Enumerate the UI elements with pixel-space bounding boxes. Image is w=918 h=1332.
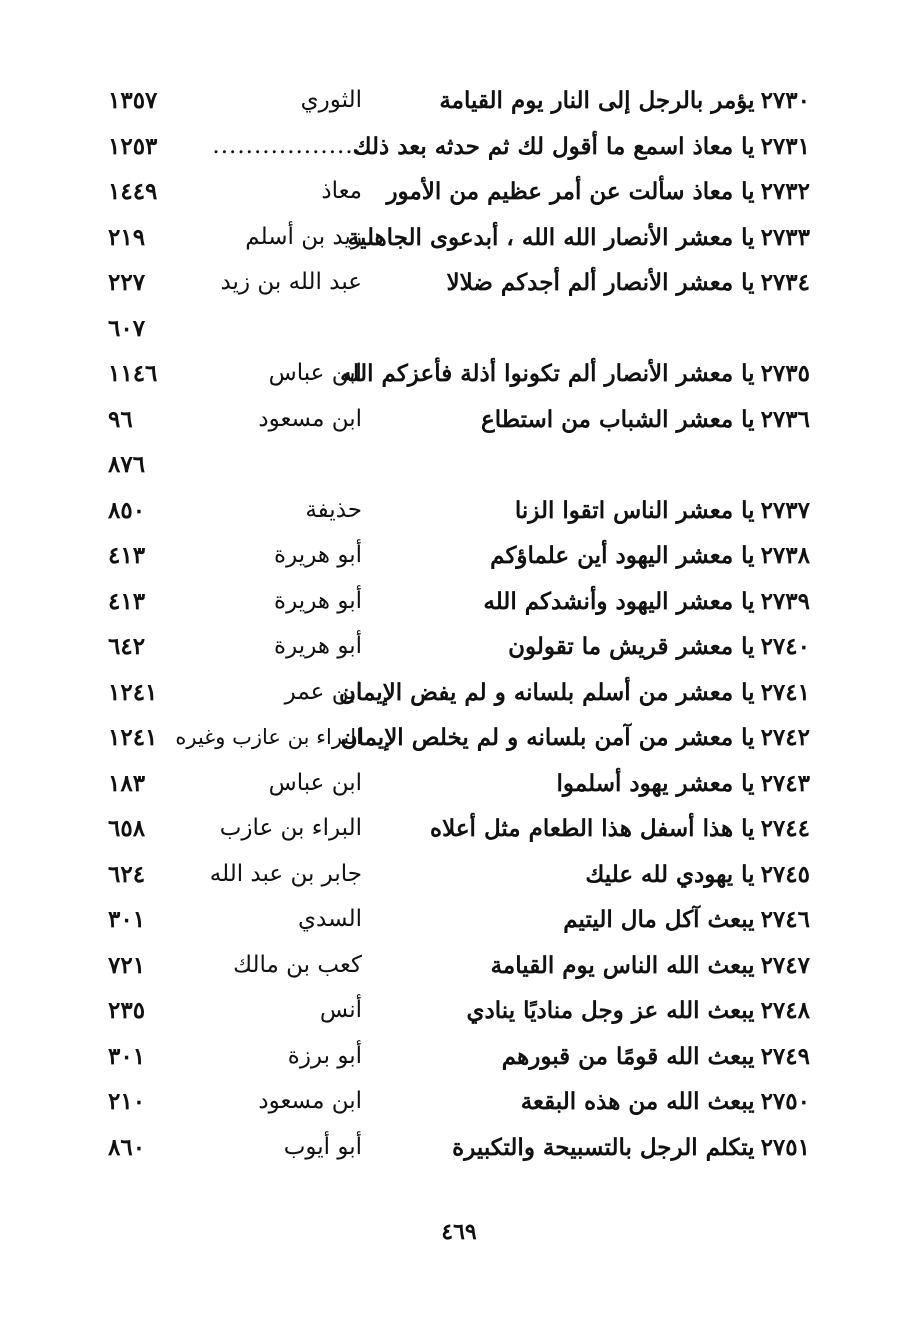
entry-narrator: البراء بن عازب xyxy=(219,815,362,841)
entry-narrator: ابن مسعود xyxy=(258,1088,362,1114)
entry-text xyxy=(447,260,810,305)
entry-text xyxy=(386,169,810,214)
entry-number: ٢٧٤١ xyxy=(760,678,810,706)
entry-text xyxy=(467,988,811,1033)
list-item xyxy=(0,624,918,670)
entry-number: ٢٧٥٠ xyxy=(760,1088,810,1115)
entry-number: ٢٧٤٥ xyxy=(760,860,810,888)
entry-narrator: الثوري xyxy=(300,87,362,113)
list-item xyxy=(0,852,918,898)
entry-narrator: البراء بن عازب وغيره xyxy=(175,725,362,749)
list-item-continuation xyxy=(0,442,918,488)
entry-narrator: ابن مسعود xyxy=(258,405,362,432)
list-item-continuation xyxy=(0,306,918,352)
list-item xyxy=(0,533,918,579)
entry-phrase: يبعث آكل مال اليتيم xyxy=(563,906,755,933)
list-item xyxy=(0,1034,918,1080)
entry-number: ٢٧٤٩ xyxy=(760,1042,810,1070)
list-item xyxy=(0,806,918,852)
entry-number: ٢٧٣٥ xyxy=(760,360,810,387)
entry-narrator: عبد الله بن زيد xyxy=(220,269,362,295)
entry-text xyxy=(483,579,810,624)
entry-text xyxy=(452,1125,810,1170)
entry-text xyxy=(515,488,810,533)
entry-phrase: يا معشر الأنصار ألم أجدكم ضلالا xyxy=(446,269,755,296)
entry-reference: ١٨٣ xyxy=(108,769,146,797)
entry-text xyxy=(353,124,810,169)
entry-narrator: السدي xyxy=(298,906,362,932)
entry-reference: ١١٤٦ xyxy=(108,360,158,387)
entry-number: ٢٧٤٠ xyxy=(760,633,810,660)
list-item xyxy=(0,670,918,716)
entry-narrator: أبو هريرة xyxy=(274,633,362,659)
entry-narrator: ابن عباس xyxy=(268,360,362,386)
entry-text xyxy=(490,533,810,578)
entry-text xyxy=(563,897,810,942)
entry-number: ٢٧٣١ xyxy=(760,132,810,160)
entry-phrase: يا معشر الناس اتقوا الزنا xyxy=(514,496,755,524)
entry-number: ٢٧٤٧ xyxy=(760,951,810,979)
entry-number: ٢٧٤٨ xyxy=(760,997,810,1024)
entry-reference: ١٤٤٩ xyxy=(108,178,158,205)
list-item xyxy=(0,1125,918,1171)
entry-reference: ١٢٤١ xyxy=(108,678,158,706)
entry-number: ٢٧٣٨ xyxy=(760,542,810,569)
list-item xyxy=(0,715,918,761)
entry-narrator: حذيفة xyxy=(305,496,362,523)
entry-narrator: جابر بن عبد الله xyxy=(209,860,362,887)
entry-text xyxy=(340,351,810,396)
entry-phrase: يا يهودي لله عليك xyxy=(585,860,755,888)
entry-narrator: أنس xyxy=(319,997,362,1023)
entry-text xyxy=(508,624,810,669)
entry-narrator: أبو هريرة xyxy=(274,542,362,568)
entry-reference: ٣٠١ xyxy=(108,1042,146,1070)
list-item xyxy=(0,988,918,1034)
entry-number: ٢٧٣٠ xyxy=(760,87,810,114)
list-item xyxy=(0,488,918,534)
entry-text xyxy=(491,943,810,988)
entry-number: ٢٧٤٤ xyxy=(760,815,810,842)
entry-text xyxy=(557,761,810,806)
entry-phrase: يا معشر اليهود أين علماؤكم xyxy=(490,542,755,569)
entry-narrator: ابن عباس xyxy=(268,769,362,796)
entry-phrase: يا معشر يهود أسلموا xyxy=(556,769,755,797)
index-list xyxy=(0,78,918,1170)
list-item xyxy=(0,943,918,989)
entry-narrator: كعب بن مالك xyxy=(233,951,362,978)
entry-reference: ٧٢١ xyxy=(108,951,146,979)
entry-text xyxy=(502,1034,810,1079)
list-item xyxy=(0,351,918,397)
entry-phrase: يا هذا أسفل هذا الطعام مثل أعلاه xyxy=(430,815,755,842)
entry-phrase: يا معاذ سألت عن أمر عظيم من الأمور xyxy=(386,178,755,205)
entry-text xyxy=(348,215,810,260)
entry-reference: ٣٠١ xyxy=(108,906,146,933)
entry-number: ٢٧٣٣ xyxy=(760,223,810,251)
entry-narrator: أبو أيوب xyxy=(283,1133,362,1160)
entry-phrase: يبعث الله قومًا من قبورهم xyxy=(501,1042,755,1070)
entry-narrator-dots: .................. xyxy=(212,132,362,159)
entry-reference: ٨٥٠ xyxy=(108,496,146,524)
list-item xyxy=(0,169,918,215)
list-item xyxy=(0,761,918,807)
entry-reference: ٦٢٤ xyxy=(108,860,146,888)
entry-narrator: معاذ xyxy=(321,178,362,204)
entry-phrase: يبعث الله الناس يوم القيامة xyxy=(490,951,755,979)
entry-text xyxy=(481,397,810,442)
entry-reference: ١٢٤١ xyxy=(108,724,158,751)
entry-phrase: يا معشر قريش ما تقولون xyxy=(508,633,755,660)
entry-phrase: يا معشر من آمن بلسانه و لم يخلص الإيمان xyxy=(340,724,755,751)
entry-number: ٢٧٤٢ xyxy=(760,724,810,751)
entry-text xyxy=(430,806,810,851)
entry-reference: ٦٥٨ xyxy=(108,815,146,842)
entry-text xyxy=(585,852,810,897)
entry-text xyxy=(521,1079,810,1124)
entry-text xyxy=(341,715,810,760)
entry-reference: ٢١٩ xyxy=(108,223,146,251)
entry-number: ٢٧٤٦ xyxy=(760,906,810,933)
list-item xyxy=(0,897,918,943)
entry-text xyxy=(804,306,810,351)
entry-reference: ١٢٥٣ xyxy=(108,132,158,160)
entry-reference: ٢٢٧ xyxy=(108,269,146,296)
list-item xyxy=(0,260,918,306)
entry-reference: ٢١٠ xyxy=(108,1088,146,1115)
page-number: ٤٦٩ xyxy=(441,1219,477,1245)
entry-reference: ٨٦٠ xyxy=(108,1133,146,1161)
entry-phrase: يتكلم الرجل بالتسبيحة والتكبيرة xyxy=(452,1133,755,1161)
entry-phrase: يا معشر الشباب من استطاع xyxy=(480,405,755,433)
entry-phrase: يا معشر من أسلم بلسانه و لم يفض الإيمان xyxy=(339,678,755,706)
entry-reference: ٤١٣ xyxy=(108,587,146,615)
entry-text xyxy=(439,78,810,123)
list-item xyxy=(0,579,918,625)
entry-phrase: يا معاذ اسمع ما أقول لك ثم حدثه بعد ذلك xyxy=(352,132,755,160)
entry-phrase: يا معشر الأنصار الله الله ، أبدعوى الجاهلية xyxy=(347,223,755,251)
entry-reference: ٩٦ xyxy=(108,405,133,433)
list-item xyxy=(0,215,918,261)
entry-narrator: زيد بن أسلم xyxy=(245,223,362,250)
list-item xyxy=(0,397,918,443)
list-item xyxy=(0,1079,918,1125)
entry-narrator: أبو هريرة xyxy=(274,587,362,614)
entry-phrase: يبعث الله من هذه البقعة xyxy=(520,1088,755,1115)
entry-number: ٢٧٥١ xyxy=(760,1133,810,1161)
entry-number: ٢٧٣٢ xyxy=(760,178,810,205)
entry-phrase: يا معشر اليهود وأنشدكم الله xyxy=(483,587,755,615)
entry-phrase: يؤمر بالرجل إلى النار يوم القيامة xyxy=(439,87,755,114)
entry-reference: ١٣٥٧ xyxy=(108,87,158,114)
list-item xyxy=(0,78,918,124)
entry-reference: ٨٧٦ xyxy=(108,451,146,478)
list-item xyxy=(0,124,918,170)
entry-text xyxy=(339,670,810,715)
entry-number: ٢٧٣٩ xyxy=(760,587,810,615)
entry-narrator: أبو برزة xyxy=(287,1042,362,1069)
entry-phrase: يبعث الله عز وجل مناديًا ينادي xyxy=(466,997,755,1024)
entry-reference: ٤١٣ xyxy=(108,542,146,569)
entry-reference: ٦٠٧ xyxy=(108,314,146,342)
entry-number: ٢٧٣٧ xyxy=(760,496,810,524)
entry-number: ٢٧٣٦ xyxy=(760,405,810,433)
entry-number: ٢٧٤٣ xyxy=(760,769,810,797)
entry-reference: ٦٤٢ xyxy=(108,633,146,660)
entry-reference: ٢٣٥ xyxy=(108,997,146,1024)
entry-number: ٢٧٣٤ xyxy=(760,269,810,296)
entry-narrator: ابن عمر xyxy=(284,678,362,705)
entry-phrase: يا معشر الأنصار ألم تكونوا أذلة فأعزكم الله xyxy=(340,360,755,387)
entry-text xyxy=(804,442,810,487)
